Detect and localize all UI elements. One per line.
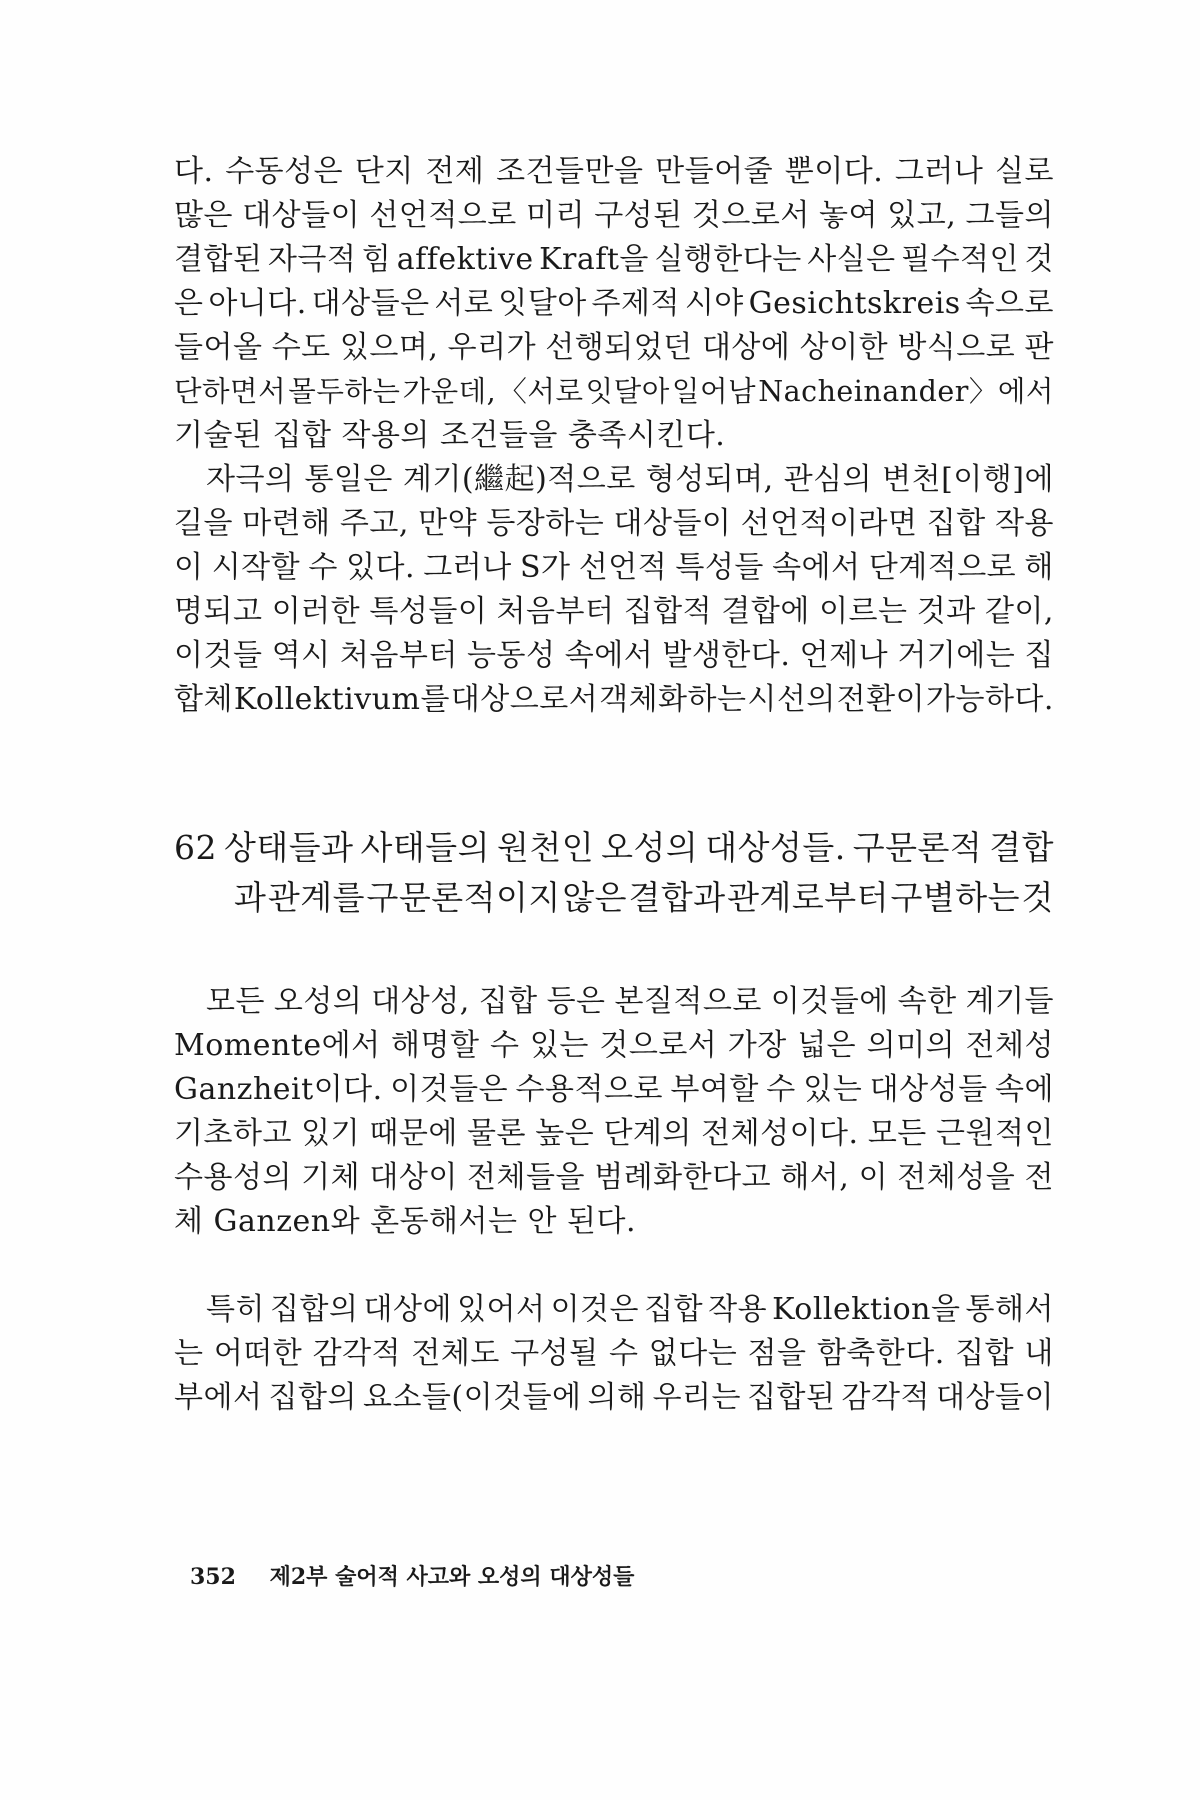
section-number: 62	[174, 828, 217, 867]
word: 잇달아	[498, 286, 587, 321]
text-line	[206, 1290, 1054, 1330]
word: 이르는	[819, 594, 908, 629]
word: 합체	[174, 682, 233, 717]
text-line	[174, 1114, 1054, 1154]
word: 아니다.	[208, 286, 307, 321]
word: 대상성,	[371, 984, 470, 1019]
word: 함축한다.	[816, 1336, 945, 1371]
word: 변천[이행]에	[882, 462, 1054, 497]
word: 이것은	[550, 1292, 640, 1327]
word: 판	[1024, 330, 1054, 365]
word: 시야	[684, 286, 744, 321]
word: 다.	[174, 154, 214, 189]
word: Nacheinander〉에서	[758, 375, 1054, 408]
word: 의미의	[866, 1028, 956, 1063]
word: 대상이	[369, 1160, 458, 1195]
word: 선행되었던	[545, 330, 693, 365]
word: 구문론적	[852, 828, 983, 867]
word: 구별하는	[890, 878, 1021, 917]
word: 자극적	[267, 242, 357, 277]
word: 잇달아	[585, 375, 670, 408]
word: 넓은	[797, 1028, 857, 1063]
word: 집합	[478, 984, 538, 1019]
word: 오성의	[601, 828, 699, 867]
word: 물론	[467, 1116, 527, 1151]
text-line	[174, 1026, 1054, 1066]
word: 이러한	[271, 594, 361, 629]
word: 거기에는	[897, 638, 1016, 673]
word: 대상성들	[869, 1072, 988, 1107]
word: 전환이	[836, 682, 926, 717]
word: 본질적으로	[614, 984, 762, 1019]
word: 해서,	[780, 1160, 850, 1195]
word: 구문론적이지	[366, 878, 561, 917]
running-head: 제2부 술어적 사고와 오성의 대상성들	[269, 1564, 635, 1590]
word: 〈서로	[498, 375, 584, 408]
word: 가운데,	[402, 375, 497, 408]
text-line	[174, 1378, 1054, 1418]
word: 전	[1024, 1160, 1054, 1195]
word: 특성들	[675, 550, 764, 585]
text-line	[206, 982, 1054, 1022]
word: 것으로서	[599, 1028, 718, 1063]
word: Kollektivum를	[233, 682, 450, 717]
word: 있기	[301, 1116, 361, 1151]
word: 상이한	[799, 330, 889, 365]
word: Kraft을	[539, 242, 649, 277]
word: 발생한다.	[662, 638, 791, 673]
text-line	[174, 152, 1054, 192]
word: 관심의	[783, 462, 873, 497]
word: 없다는	[648, 1336, 738, 1371]
word: 수동성은	[225, 154, 344, 189]
word: Kollektion을	[772, 1292, 961, 1327]
word: 속에서	[772, 550, 861, 585]
word: 단하면서	[174, 375, 287, 408]
word: 속에서	[564, 638, 654, 673]
word: 기체	[301, 1160, 361, 1195]
word: 수	[308, 550, 338, 585]
word: 사실은	[807, 242, 896, 277]
word: 힘	[361, 242, 392, 277]
word: 가능하다.	[925, 682, 1054, 717]
word: 이것들	[174, 638, 263, 673]
word: 들어올	[174, 330, 263, 365]
word: 수용성의	[174, 1160, 292, 1195]
word: 관계를	[267, 878, 366, 917]
word: 원천인	[496, 828, 595, 867]
word: 수	[489, 1028, 520, 1063]
word: 수	[766, 1072, 796, 1107]
word: 내	[1024, 1336, 1054, 1371]
word: 같이,	[984, 594, 1054, 629]
text-line	[174, 680, 1054, 720]
word: 결합에	[721, 594, 810, 629]
word: 작용	[708, 1292, 768, 1327]
word: 결합	[989, 828, 1054, 867]
word: 전체성	[965, 1028, 1054, 1063]
word: 대상들이	[613, 506, 732, 541]
word: 속으로	[965, 286, 1054, 321]
word: 역시	[271, 638, 331, 673]
word: S가	[519, 550, 571, 585]
text-line	[174, 504, 1054, 544]
word: 은	[174, 286, 204, 321]
word: 있다.	[346, 550, 416, 585]
word: 이것들에	[770, 984, 889, 1019]
word: 단계의	[603, 1116, 692, 1151]
word: 방식으로	[897, 330, 1016, 365]
heading-line-2	[234, 876, 1054, 920]
word: 시작할	[211, 550, 301, 585]
word: 속에	[995, 1072, 1054, 1107]
word: 등장하는	[486, 506, 605, 541]
word: 대상으로서	[450, 682, 599, 717]
word: 조건들만을	[496, 154, 644, 189]
word: 결합과	[628, 878, 726, 917]
word: 우리가	[447, 330, 537, 365]
word: 구성된	[594, 198, 683, 233]
word: 형성되며,	[645, 462, 774, 497]
text-line: 체 Ganzen와 혼동해서는 안 된다.	[174, 1204, 637, 1239]
word: 단계적으로	[868, 550, 1017, 585]
word: 이	[858, 1160, 889, 1195]
word: 가장	[727, 1028, 787, 1063]
word: 것	[1021, 878, 1054, 917]
word: 해명할	[391, 1028, 480, 1063]
word: 마련해	[242, 506, 331, 541]
word: 놓여	[819, 198, 879, 233]
word: 만들어줄	[655, 154, 774, 189]
text-line	[174, 372, 1054, 412]
word: 뿐이다.	[784, 154, 884, 189]
word: 필수적인	[901, 242, 1020, 277]
word: 전체성을	[897, 1160, 1016, 1195]
word: 수도	[271, 330, 331, 365]
word: 단지	[354, 154, 414, 189]
word: 집합의	[268, 1380, 357, 1415]
word: 집합	[926, 506, 986, 541]
word: 선언적	[578, 550, 668, 585]
text-line	[174, 1334, 1054, 1374]
word: 전체도	[411, 1336, 500, 1371]
word: 부여할	[670, 1072, 759, 1107]
word: 있으며,	[339, 330, 439, 365]
word: 많은	[174, 198, 233, 233]
word: 집합	[955, 1336, 1015, 1371]
word: 는	[174, 1336, 204, 1371]
word: 모든	[206, 984, 265, 1019]
word: 집합의	[270, 1292, 359, 1327]
word: 처음부터	[339, 638, 458, 673]
word: 전제	[425, 154, 485, 189]
word: 대상들이	[936, 1380, 1054, 1415]
page-number: 352	[190, 1564, 236, 1590]
text-line	[174, 1070, 1054, 1110]
word: 명되고	[174, 594, 263, 629]
word: 주제적	[591, 286, 680, 321]
word: 속한	[897, 984, 957, 1019]
word: 것으로서	[691, 198, 810, 233]
word: 주고,	[339, 506, 409, 541]
word: 실행한다는	[654, 242, 802, 277]
word: Ganzheit이다.	[174, 1072, 383, 1107]
word: 대상들은	[311, 286, 430, 321]
word: 이	[174, 550, 204, 585]
word: 만약	[418, 506, 478, 541]
word: 대상에	[701, 330, 791, 365]
word: 모든	[867, 1116, 927, 1151]
word: 것	[1024, 242, 1054, 277]
word: 있어서	[457, 1292, 546, 1327]
word: 어떠한	[213, 1336, 303, 1371]
word: 요소들(이것들에	[362, 1380, 582, 1415]
word: 과	[234, 878, 267, 917]
word: 특성들이	[369, 594, 488, 629]
word: 점을	[747, 1336, 807, 1371]
word: 자극의	[206, 462, 295, 497]
word: 감각적	[841, 1380, 930, 1415]
word: 통해서	[965, 1292, 1054, 1327]
word: Momente에서	[174, 1028, 381, 1063]
word: 않은	[562, 878, 628, 917]
word: 서로	[434, 286, 494, 321]
word: 미리	[526, 198, 585, 233]
word: 특히	[206, 1292, 265, 1327]
word: 대상들이	[242, 198, 361, 233]
word: 언제나	[799, 638, 889, 673]
word: 부에서	[174, 1380, 263, 1415]
text-line	[174, 1158, 1054, 1198]
word: 높은	[535, 1116, 595, 1151]
word: 있는	[529, 1028, 589, 1063]
text-line	[174, 636, 1054, 676]
word: 계기들	[965, 984, 1054, 1019]
word: 집합	[644, 1292, 704, 1327]
word: 실로	[995, 154, 1054, 189]
word: 수	[608, 1336, 639, 1371]
text-line	[174, 284, 1054, 324]
word: 구성될	[510, 1336, 599, 1371]
word: 등은	[546, 984, 606, 1019]
word: 수용적으로	[515, 1072, 663, 1107]
word: 시선의	[747, 682, 836, 717]
word: 것과	[916, 594, 976, 629]
word: 감각적	[312, 1336, 402, 1371]
word: 때문에	[369, 1116, 458, 1151]
word: 일어남	[671, 375, 757, 408]
word: 대상에	[363, 1292, 452, 1327]
page-footer	[190, 1562, 634, 1592]
word: affektive	[396, 242, 534, 277]
text-line: 기술된 집합 작용의 조건들을 충족시킨다.	[174, 418, 726, 453]
word: 통일은	[304, 462, 393, 497]
word: 그들의	[965, 198, 1054, 233]
word: 객체화하는	[599, 682, 747, 717]
word: 의해	[587, 1380, 647, 1415]
word: 작용	[994, 506, 1054, 541]
word: 선언적으로	[369, 198, 517, 233]
word: 계기(繼起)적으로	[402, 462, 636, 497]
heading-line-1	[174, 826, 1054, 870]
word: 오성의	[273, 984, 363, 1019]
word: 상태들과	[223, 828, 354, 867]
word: 있는	[803, 1072, 863, 1107]
word: 능동성	[467, 638, 556, 673]
text-line	[174, 328, 1054, 368]
word: 그러나	[423, 550, 512, 585]
text-line	[174, 196, 1054, 236]
word: 몰두하는	[288, 375, 401, 408]
word: 집	[1024, 638, 1054, 673]
word: 범례화한다고	[594, 1160, 772, 1195]
word: 우리는	[652, 1380, 742, 1415]
word: 길을	[174, 506, 233, 541]
text-line	[174, 240, 1054, 280]
text-line	[174, 592, 1054, 632]
word: 그러나	[894, 154, 984, 189]
word: 근원적인	[936, 1116, 1054, 1151]
word: 집합된	[747, 1380, 836, 1415]
word: 기초하고	[174, 1116, 292, 1151]
word: 처음부터	[496, 594, 615, 629]
word: 이것들은	[390, 1072, 509, 1107]
text-line	[174, 548, 1054, 588]
word: 해	[1024, 550, 1054, 585]
word: 대상성들.	[705, 828, 846, 867]
text-line	[206, 460, 1054, 500]
word: 있고,	[887, 198, 957, 233]
word: 집합적	[623, 594, 713, 629]
word: Gesichtskreis	[748, 286, 961, 321]
word: 전체들을	[467, 1160, 585, 1195]
word: 전체성이다.	[701, 1116, 859, 1151]
word: 관계로부터	[727, 878, 890, 917]
word: 선언적이라면	[740, 506, 918, 541]
word: 결합된	[174, 242, 263, 277]
word: 사태들의	[360, 828, 490, 867]
